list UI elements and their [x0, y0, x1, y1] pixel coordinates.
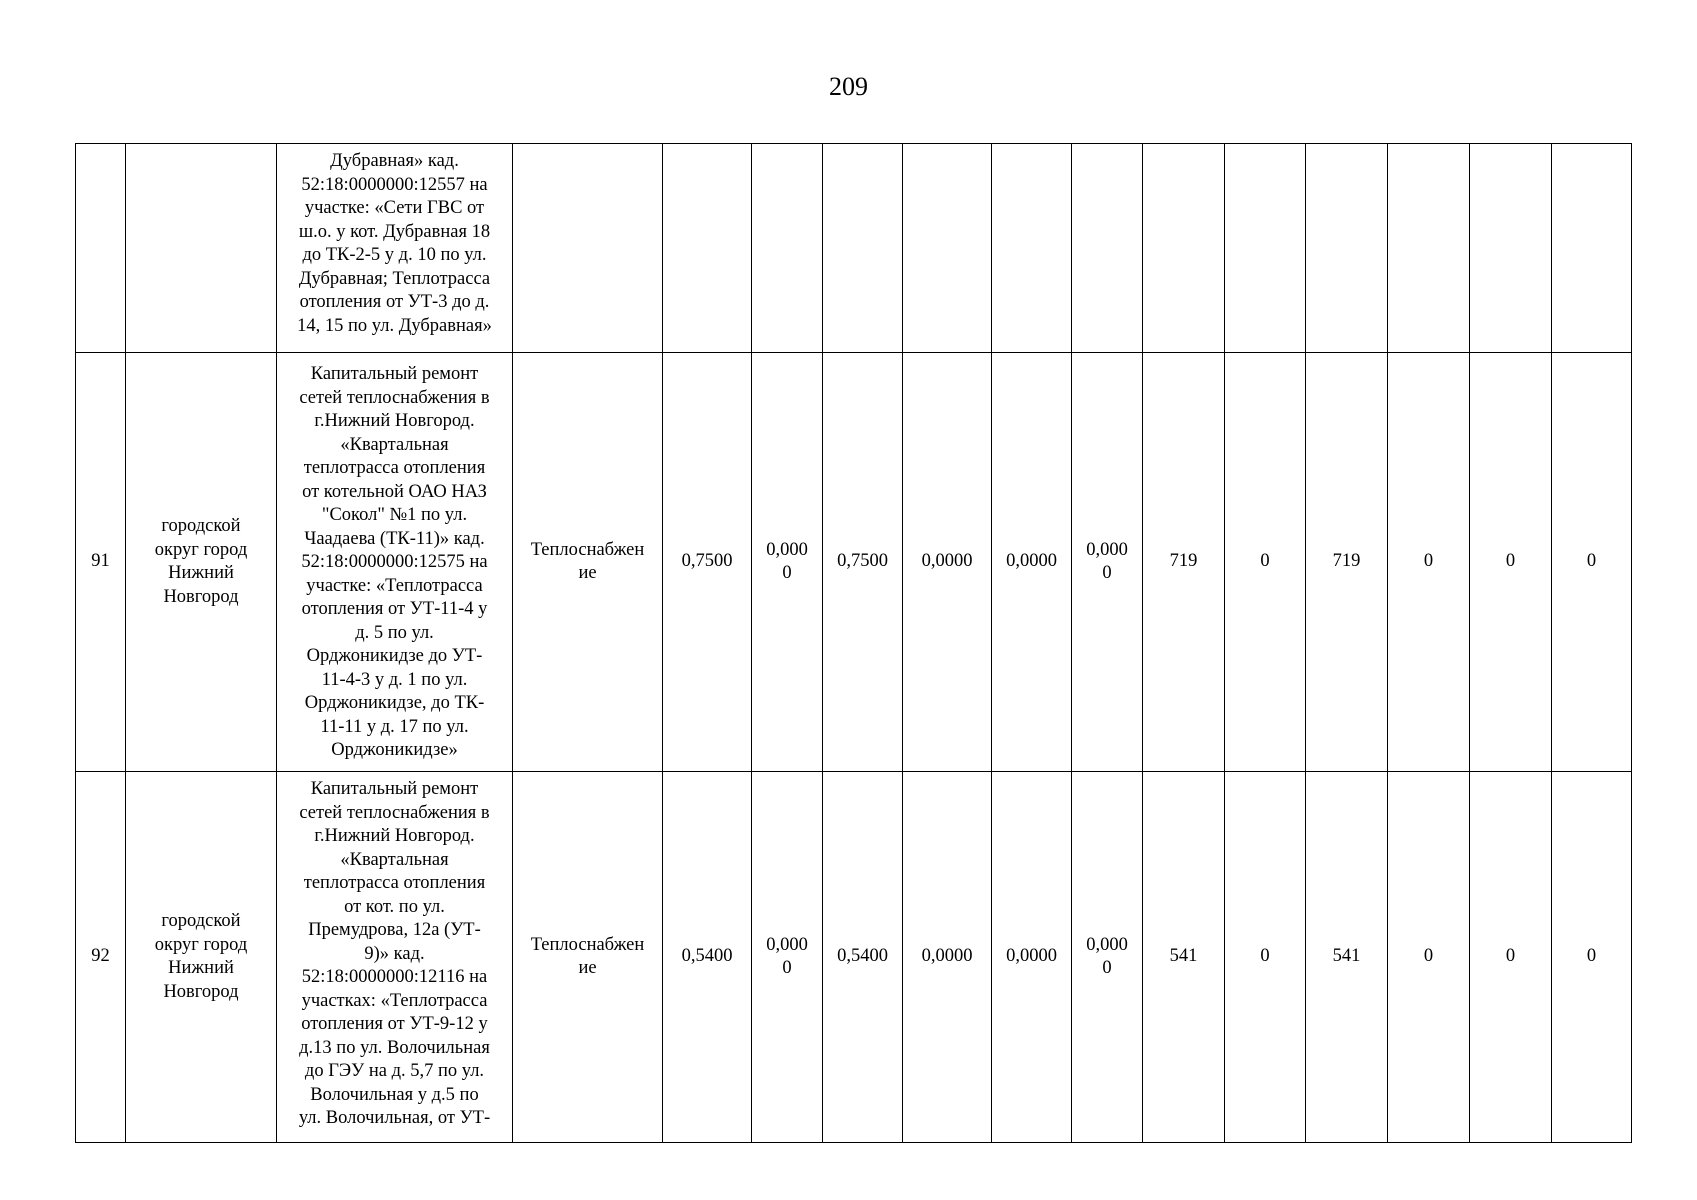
category-cell: Теплоснабжен ие: [513, 772, 663, 1143]
value-cell-3: 0,5400: [823, 772, 903, 1143]
value-cell-1: 0,7500: [663, 353, 752, 772]
value-cell-1: [663, 144, 752, 353]
value-cell-4: 0,0000: [903, 353, 992, 772]
value-cell-6: [1072, 144, 1143, 353]
value-cell-12: 0: [1552, 772, 1632, 1143]
page-number: 209: [829, 72, 868, 101]
value-cell-4: 0,0000: [903, 772, 992, 1143]
value-cell-5: 0,0000: [992, 353, 1072, 772]
value-cell-3: [823, 144, 903, 353]
description-cell: Дубравная» кад. 52:18:0000000:12557 на участке: «Сети ГВС от ш.о. у кот. Дубравная 18 до ТК-2-5 у д. 10 по ул. Дубравная; Теплотрасса отопления от УТ-3 до д. 14, 15 по ул. Дубравная»: [277, 144, 513, 353]
municipality-cell: городской округ город Нижний Новгород: [126, 772, 277, 1143]
value-cell-8: 0: [1225, 353, 1306, 772]
municipality-cell: городской округ город Нижний Новгород: [126, 353, 277, 772]
value-cell-4: [903, 144, 992, 353]
value-cell-2: 0,000 0: [752, 772, 823, 1143]
value-cell-11: [1470, 144, 1552, 353]
table-row: [76, 353, 1632, 772]
municipality-cell: [126, 144, 277, 353]
value-cell-2: [752, 144, 823, 353]
value-cell-2: 0,000 0: [752, 353, 823, 772]
table-row: [76, 772, 1632, 1143]
value-cell-9: 719: [1306, 353, 1388, 772]
value-cell-1: 0,5400: [663, 772, 752, 1143]
value-cell-5: [992, 144, 1072, 353]
value-cell-6: 0,000 0: [1072, 353, 1143, 772]
value-cell-6: 0,000 0: [1072, 772, 1143, 1143]
value-cell-9: 541: [1306, 772, 1388, 1143]
value-cell-12: [1552, 144, 1632, 353]
value-cell-3: 0,7500: [823, 353, 903, 772]
row-number: [76, 144, 126, 353]
value-cell-10: 0: [1388, 353, 1470, 772]
category-cell: [513, 144, 663, 353]
data-table: [75, 143, 1632, 1143]
value-cell-7: [1143, 144, 1225, 353]
value-cell-8: 0: [1225, 772, 1306, 1143]
row-number: 91: [76, 353, 126, 772]
value-cell-8: [1225, 144, 1306, 353]
table-row: [76, 144, 1632, 353]
value-cell-7: 541: [1143, 772, 1225, 1143]
value-cell-10: [1388, 144, 1470, 353]
value-cell-10: 0: [1388, 772, 1470, 1143]
value-cell-11: 0: [1470, 772, 1552, 1143]
value-cell-5: 0,0000: [992, 772, 1072, 1143]
description-cell: Капитальный ремонт сетей теплоснабжения в г.Нижний Новгород. «Квартальная теплотрасса отопления от котельной ОАО НАЗ "Сокол" №1 по ул. Чаадаева (ТК-11)» кад. 52:18:0000000:12575 на участке: «Теплотрасса отопления от УТ-11-4 у д. 5 по ул. Орджоникидзе до УТ- 11-4-3 у д. 1 по ул. Орджоникидзе, до ТК- 11-11 у д. 17 по ул. Орджоникидзе»: [277, 353, 513, 772]
description-cell: Капитальный ремонт сетей теплоснабжения в г.Нижний Новгород. «Квартальная теплотрасса отопления от кот. по ул. Премудрова, 12а (УТ- 9)» кад. 52:18:0000000:12116 на участках: «Теплотрасса отопления от УТ-9-12 у д.13 по ул. Волочильная до ГЭУ на д. 5,7 по ул. Волочильная у д.5 по ул. Волочильная, от УТ-: [277, 772, 513, 1143]
value-cell-12: 0: [1552, 353, 1632, 772]
value-cell-9: [1306, 144, 1388, 353]
category-cell: Теплоснабжен ие: [513, 353, 663, 772]
value-cell-11: 0: [1470, 353, 1552, 772]
row-number: 92: [76, 772, 126, 1143]
value-cell-7: 719: [1143, 353, 1225, 772]
